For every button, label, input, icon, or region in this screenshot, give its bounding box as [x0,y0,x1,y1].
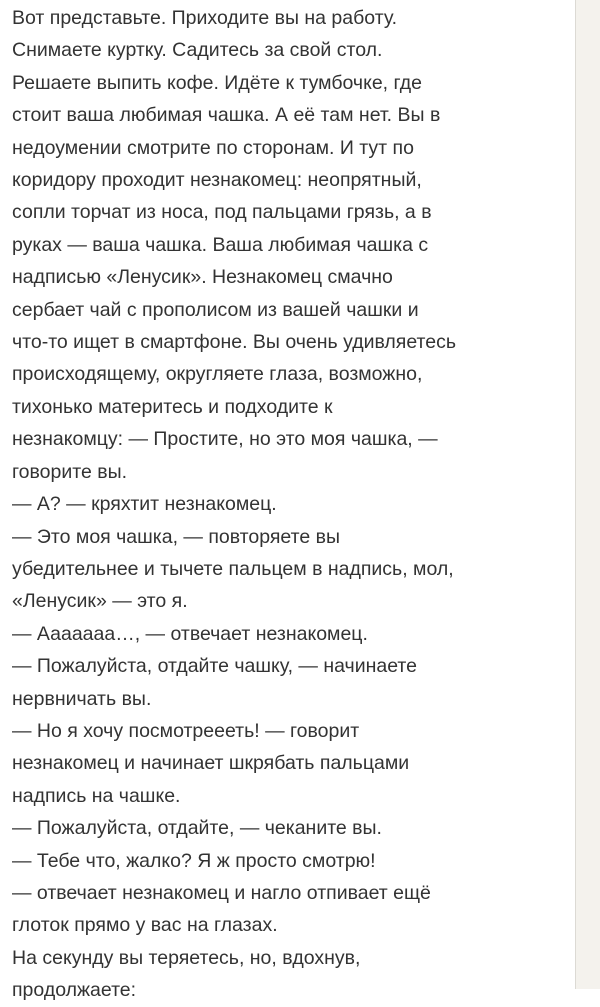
text-line: — А? — кряхтит незнакомец. [12,493,277,516]
text-line: сопли торчат из носа, под пальцами грязь, а в [12,201,432,224]
text-line: происходящему, округляете глаза, возможно, [12,363,423,386]
text-line: руках — ваша чашка. Ваша любимая чашка с [12,233,429,256]
text-line: незнакомец и начинает шкрябать пальцами [12,752,410,775]
text-line: тихонько материтесь и подходите к [12,395,333,418]
text-line: надпись на чашке. [12,784,181,807]
text-line: надписью «Ленусик». Незнакомец смачно [12,266,393,289]
text-line: стоит ваша любимая чашка. А её там нет. Вы в [12,104,441,127]
text-line: глоток прямо у вас на глазах. [12,914,278,937]
text-line: — Но я хочу посмотреееть! — говорит [12,719,360,742]
text-line: — Пожалуйста, отдайте, — чеканите вы. [12,817,382,840]
text-line: — Ааааааа…, — отвечает незнакомец. [12,622,368,645]
text-line: — Пожалуйста, отдайте чашку, — начинаете [12,655,417,678]
text-line: продолжаете: [12,979,137,1002]
text-line: Снимаете куртку. Садитесь за свой стол. [12,39,383,62]
text-line: коридору проходит незнакомец: неопрятный, [12,169,422,192]
text-line: что-то ищет в смартфоне. Вы очень удивляетесь [12,331,457,354]
text-line: Вот представьте. Приходите вы на работу. [12,7,398,29]
text-line: — отвечает незнакомец и нагло отпивает ещё [12,881,431,904]
text-line: — Тебе что, жалко? Я ж просто смотрю! [12,849,376,872]
text-line: нервничать вы. [12,687,152,710]
text-line: сербает чай с прополисом из вашей чашки и [12,298,419,321]
article-text [12,2,456,1007]
text-line: Решаете выпить кофе. Идёте к тумбочке, где [12,71,422,94]
text-line: незнакомцу: — Простите, но это моя чашка, — [12,428,438,451]
sidebar-panel [575,0,600,989]
text-line: На секунду вы теряетесь, но, вдохнув, [12,946,361,969]
text-line: говорите вы. [12,460,128,483]
text-line: — Это моя чашка, — повторяете вы [12,525,340,548]
text-line: недоумении смотрите по сторонам. И тут по [12,136,414,159]
text-line: убедительнее и тычете пальцем в надпись, мол, [12,557,454,580]
text-line: «Ленусик» — это я. [12,590,188,613]
